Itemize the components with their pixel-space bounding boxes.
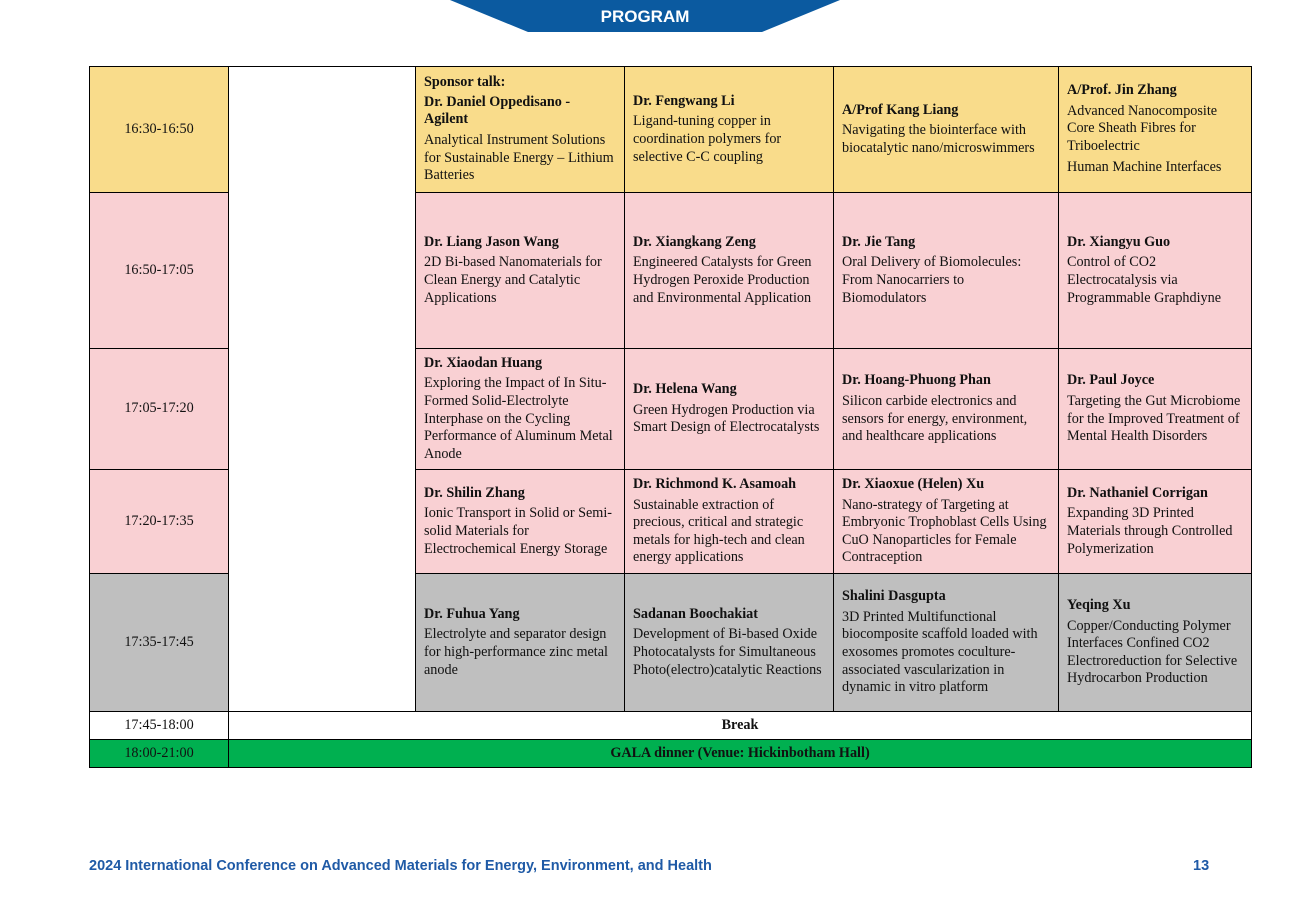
speaker-name: Dr. Xiaoxue (Helen) Xu xyxy=(842,476,985,493)
speaker-name: A/Prof Kang Liang xyxy=(842,101,959,118)
break-label: Break xyxy=(229,712,1252,740)
session-cell xyxy=(1059,349,1252,470)
talk-title: Exploring the Impact of In Situ-Formed Solid-Electrolyte Interphase on the Cycling Performance of Aluminum Metal Anode xyxy=(424,375,613,462)
speaker-name: Dr. Helena Wang xyxy=(633,381,737,398)
talk-title: Ligand-tuning copper in coordination polymers for selective C-C coupling xyxy=(633,113,782,165)
talk-title: Nano-strategy of Targeting at Embryonic Trophoblast Cells Using CuO Nanoparticles for Female Contraception xyxy=(842,496,1047,566)
sponsor-label: Sponsor talk: xyxy=(424,74,506,91)
speaker-name: Dr. Jie Tang xyxy=(842,233,916,250)
talk-title: Green Hydrogen Production via Smart Design of Electrocatalysts xyxy=(633,401,820,436)
program-banner xyxy=(450,0,840,32)
speaker-name: Dr. Fuhua Yang xyxy=(424,605,520,622)
table-row xyxy=(90,67,1252,193)
speaker-name: Dr. Daniel Oppedisano - Agilent xyxy=(424,93,571,128)
session-cell xyxy=(834,574,1059,712)
session-cell xyxy=(625,349,834,470)
session-cell xyxy=(1059,67,1252,193)
page-number: 13 xyxy=(1193,858,1210,874)
time-slot: 16:50-17:05 xyxy=(90,193,229,349)
session-cell xyxy=(834,67,1059,193)
session-cell xyxy=(416,349,625,470)
session-cell xyxy=(416,67,625,193)
talk-title-continued: Human Machine Interfaces xyxy=(1067,159,1222,176)
talk-title: Analytical Instrument Solutions for Sustainable Energy – Lithium Batteries xyxy=(424,132,614,184)
speaker-name: Dr. Fengwang Li xyxy=(633,92,735,109)
speaker-name: Dr. Xiangyu Guo xyxy=(1067,233,1171,250)
session-cell xyxy=(834,470,1059,574)
session-cell xyxy=(625,574,834,712)
break-row xyxy=(90,712,1252,740)
talk-title: Targeting the Gut Microbiome for the Improved Treatment of Mental Health Disorders xyxy=(1067,392,1241,445)
talk-title: Expanding 3D Printed Materials through Controlled Polymerization xyxy=(1067,505,1233,557)
session-cell xyxy=(625,193,834,349)
speaker-name: Shalini Dasgupta xyxy=(842,588,946,605)
time-slot: 17:05-17:20 xyxy=(90,349,229,470)
speaker-name: Yeqing Xu xyxy=(1067,597,1131,614)
session-cell xyxy=(1059,470,1252,574)
speaker-name: A/Prof. Jin Zhang xyxy=(1067,82,1177,99)
time-slot: 17:45-18:00 xyxy=(90,712,229,740)
time-slot: 18:00-21:00 xyxy=(90,740,229,768)
speaker-name: Dr. Xiangkang Zeng xyxy=(633,233,756,250)
session-cell xyxy=(416,470,625,574)
talk-title: 3D Printed Multifunctional biocomposite scaffold loaded with exosomes promotes coculture-associated vascularization in dynamic in vitro platform xyxy=(842,608,1038,696)
talk-title: Copper/Conducting Polymer Interfaces Confined CO2 Electroreduction for Selective Hydrocarbon Production xyxy=(1067,617,1238,687)
session-cell xyxy=(416,574,625,712)
talk-title: Electrolyte and separator design for high-performance zinc metal anode xyxy=(424,626,608,678)
time-slot: 16:30-16:50 xyxy=(90,67,229,193)
talk-title: Control of CO2 Electrocatalysis via Programmable Graphdiyne xyxy=(1067,254,1222,306)
session-cell xyxy=(1059,193,1252,349)
talk-title: Oral Delivery of Biomolecules: From Nanocarriers to Biomodulators xyxy=(842,254,1022,306)
talk-title: Silicon carbide electronics and sensors for energy, environment, and healthcare applications xyxy=(842,392,1028,445)
gala-row xyxy=(90,740,1252,768)
talk-title: Navigating the biointerface with biocatalytic nano/microswimmers xyxy=(842,122,1035,156)
talk-title: Advanced Nanocomposite Core Sheath Fibres for Triboelectric xyxy=(1067,102,1218,154)
session-cell xyxy=(834,193,1059,349)
speaker-name: Dr. Shilin Zhang xyxy=(424,484,525,501)
talk-title: Engineered Catalysts for Green Hydrogen Peroxide Production and Environmental Application xyxy=(633,254,812,306)
empty-column-cell xyxy=(229,67,416,712)
time-slot: 17:20-17:35 xyxy=(90,470,229,574)
talk-title: Ionic Transport in Solid or Semi-solid Materials for Electrochemical Energy Storage xyxy=(424,505,612,557)
talk-title: 2D Bi-based Nanomaterials for Clean Energy and Catalytic Applications xyxy=(424,254,602,306)
conference-footer: 2024 International Conference on Advanced Materials for Energy, Environment, and Health xyxy=(89,858,712,874)
speaker-name: Dr. Nathaniel Corrigan xyxy=(1067,484,1208,501)
speaker-name: Sadanan Boochakiat xyxy=(633,605,758,622)
speaker-name: Dr. Richmond K. Asamoah xyxy=(633,476,797,493)
talk-title: Sustainable extraction of precious, critical and strategic metals for high-tech and clean energy applications xyxy=(633,496,805,566)
speaker-name: Dr. Hoang-Phuong Phan xyxy=(842,372,991,389)
session-cell xyxy=(416,193,625,349)
program-table xyxy=(89,66,1252,768)
time-slot: 17:35-17:45 xyxy=(90,574,229,712)
speaker-name: Dr. Xiaodan Huang xyxy=(424,354,543,371)
talk-title: Development of Bi-based Oxide Photocatalysts for Simultaneous Photo(electro)catalytic Reactions xyxy=(633,626,822,678)
speaker-name: Dr. Liang Jason Wang xyxy=(424,233,559,250)
speaker-name: Dr. Paul Joyce xyxy=(1067,372,1155,389)
session-cell xyxy=(834,349,1059,470)
session-cell xyxy=(625,470,834,574)
session-cell xyxy=(625,67,834,193)
page-title: PROGRAM xyxy=(600,7,690,26)
gala-label: GALA dinner (Venue: Hickinbotham Hall) xyxy=(229,740,1252,768)
session-cell xyxy=(1059,574,1252,712)
